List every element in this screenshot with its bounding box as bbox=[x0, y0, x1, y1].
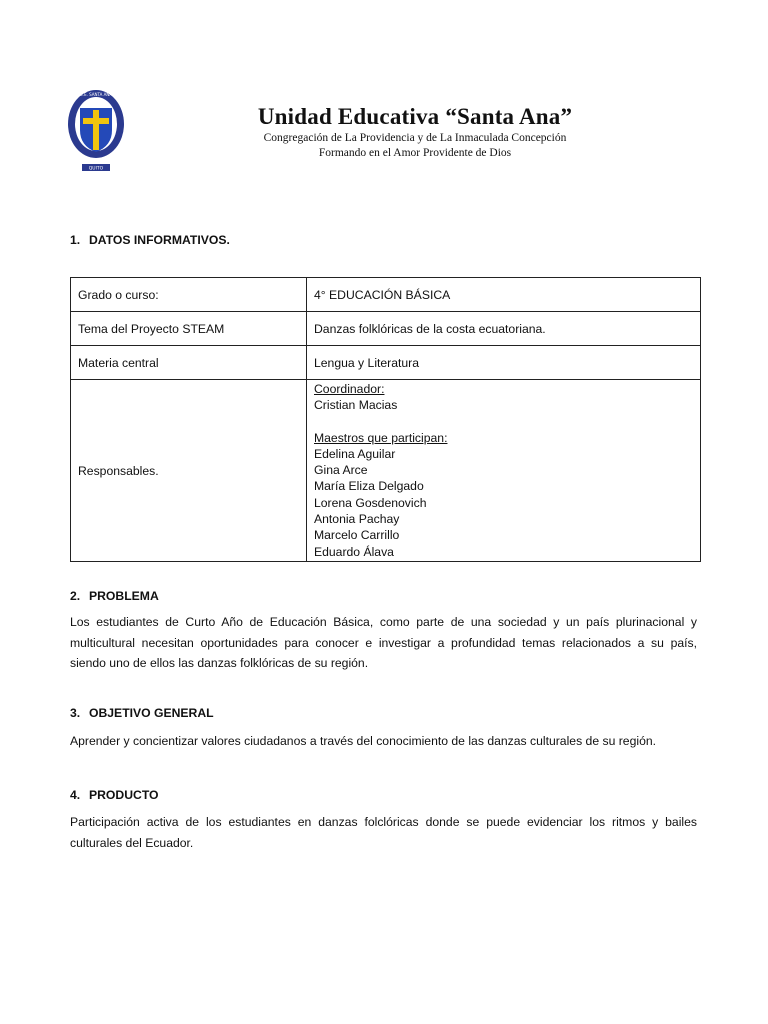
section-heading-producto bbox=[70, 788, 159, 802]
section-title: PRODUCTO bbox=[89, 788, 159, 802]
teachers-heading: Maestros que participan: bbox=[314, 430, 448, 445]
teacher-name: Marcelo Carrillo bbox=[314, 528, 400, 543]
section-number: 2. bbox=[70, 589, 81, 603]
producto-paragraph bbox=[70, 812, 697, 853]
section-number: 1. bbox=[70, 233, 81, 247]
svg-text:U.E. SANTA ANA: U.E. SANTA ANA bbox=[79, 92, 113, 97]
teacher-name: María Eliza Delgado bbox=[314, 479, 424, 494]
section-title: OBJETIVO GENERAL bbox=[89, 706, 214, 720]
table-label-cell: Responsables. bbox=[71, 380, 307, 562]
table-row bbox=[71, 346, 701, 380]
objetivo-paragraph: Aprender y concientizar valores ciudadanos a través del conocimiento de las danzas culturales de su región. bbox=[70, 734, 657, 748]
paragraph-line: Los estudiantes de Curto Año de Educación Básica, como parte de una sociedad y un país plurinacional y bbox=[70, 615, 697, 629]
problema-paragraph bbox=[70, 612, 697, 674]
paragraph-line: siendo uno de ellos las danzas folklóricas de su región. bbox=[70, 656, 369, 670]
table-value-cell: 4° EDUCACIÓN BÁSICA bbox=[307, 278, 701, 312]
table-value-cell: Lengua y Literatura bbox=[307, 346, 701, 380]
section-title: DATOS INFORMATIVOS. bbox=[89, 233, 230, 247]
teacher-name: Antonia Pachay bbox=[314, 512, 400, 527]
section-number: 3. bbox=[70, 706, 81, 720]
teacher-name: Eduardo Álava bbox=[314, 544, 394, 559]
section-heading-datos bbox=[70, 233, 230, 247]
school-crest-icon bbox=[66, 88, 126, 174]
section-heading-problema bbox=[70, 589, 159, 603]
coordinator-name: Cristian Macias bbox=[314, 398, 398, 413]
info-table bbox=[70, 277, 701, 562]
section-number: 4. bbox=[70, 788, 81, 802]
table-label-cell: Grado o curso: bbox=[71, 278, 307, 312]
table-label-cell: Materia central bbox=[71, 346, 307, 380]
coordinator-heading: Coordinador: bbox=[314, 382, 385, 396]
school-subtitle-congregation: Congregación de La Providencia y de La Inmaculada Concepción bbox=[263, 132, 567, 144]
table-row bbox=[71, 278, 701, 312]
table-value-cell: Danzas folklóricas de la costa ecuatoriana. bbox=[307, 312, 701, 346]
teacher-name: Edelina Aguilar bbox=[314, 446, 396, 461]
table-label-cell: Tema del Proyecto STEAM bbox=[71, 312, 307, 346]
school-subtitle-motto: Formando en el Amor Providente de Dios bbox=[318, 147, 512, 159]
paragraph-line: Participación activa de los estudiantes en danzas folclóricas donde se puede evidenciar los ritmos y bailes bbox=[70, 815, 697, 829]
responsables-list-cell bbox=[307, 380, 701, 562]
teacher-name: Lorena Gosdenovich bbox=[314, 495, 427, 510]
section-heading-objetivo bbox=[70, 706, 214, 720]
svg-text:QUITO: QUITO bbox=[88, 166, 104, 172]
table-row-responsables bbox=[71, 380, 701, 562]
table-row bbox=[71, 312, 701, 346]
section-title: PROBLEMA bbox=[89, 589, 159, 603]
paragraph-line: multicultural necesitan oportunidades para conocer e investigar a profundidad temas relacionados a su país, bbox=[70, 635, 697, 650]
teacher-name: Gina Arce bbox=[314, 463, 368, 478]
school-title: Unidad Educativa “Santa Ana” bbox=[257, 104, 573, 129]
paragraph-line: culturales del Ecuador. bbox=[70, 835, 194, 850]
